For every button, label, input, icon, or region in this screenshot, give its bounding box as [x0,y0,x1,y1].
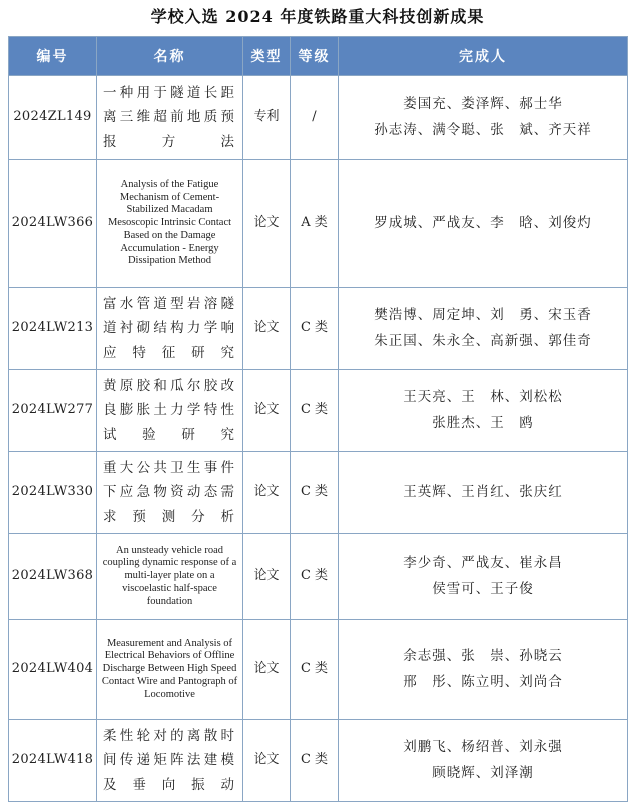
author-line: 罗成城、严战友、李 晗、刘俊灼 [374,214,592,231]
row-id: 2024LW404 [9,620,97,720]
author-line: 张胜杰、王 鸥 [432,414,534,431]
author-line: 邢 彤、陈立明、刘尚合 [403,673,563,690]
row-name: 重大公共卫生事件下应急物资动态需求预测分析 [97,452,243,534]
row-id: 2024LW368 [9,534,97,620]
row-name: 黄原胶和瓜尔胶改良膨胀土力学特性试验研究 [97,370,243,452]
row-level: C 类 [291,452,339,534]
header-authors: 完成人 [339,37,628,76]
table-row [9,160,628,288]
author-line: 孙志涛、满令聪、张 斌、齐天祥 [374,121,592,138]
row-id: 2024LW213 [9,288,97,370]
row-level: C 类 [291,720,339,802]
header-id: 编号 [9,37,97,76]
row-authors [339,452,628,534]
row-name: Analysis of the Fatigue Mechanism of Cement-Stabilized Macadam Mesoscopic Intrinsic Contact Based on the Damage Accumulation - Energy Dissipation Method [97,160,243,288]
row-name: 富水管道型岩溶隧道衬砌结构力学响应特征研究 [97,288,243,370]
author-line: 余志强、张 崇、孙晓云 [403,647,563,664]
row-id: 2024ZL149 [9,76,97,160]
row-authors [339,534,628,620]
row-type: 论文 [243,534,291,620]
row-authors [339,76,628,160]
row-authors [339,620,628,720]
table-row [9,620,628,720]
header-name: 名称 [97,37,243,76]
row-name: 柔性轮对的离散时间传递矩阵法建模及垂向振动 [97,720,243,802]
row-type: 论文 [243,720,291,802]
row-type: 专利 [243,76,291,160]
table-row [9,534,628,620]
row-level: C 类 [291,620,339,720]
table-row [9,288,628,370]
author-line: 樊浩博、周定坤、刘 勇、宋玉香 [374,306,592,323]
row-id: 2024LW418 [9,720,97,802]
header-type: 类型 [243,37,291,76]
row-authors [339,370,628,452]
table-row [9,76,628,160]
row-level: C 类 [291,370,339,452]
row-name: An unsteady vehicle road coupling dynamic response of a multi-layer plate on a viscoelastic half-space foundation [97,534,243,620]
row-level: A 类 [291,160,339,288]
row-level: C 类 [291,534,339,620]
results-table [8,36,628,802]
row-level: / [291,76,339,160]
author-line: 李少奇、严战友、崔永昌 [403,554,563,571]
row-type: 论文 [243,370,291,452]
row-authors [339,160,628,288]
table-header-row [9,37,628,76]
row-authors [339,720,628,802]
author-line: 侯雪可、王子俊 [432,580,534,597]
row-id: 2024LW330 [9,452,97,534]
author-line: 娄国充、娄泽辉、郝士华 [403,95,563,112]
header-level: 等级 [291,37,339,76]
row-type: 论文 [243,452,291,534]
row-id: 2024LW366 [9,160,97,288]
page-title: 学校入选 2024 年度铁路重大科技创新成果 [150,6,485,26]
row-name: 一种用于隧道长距离三维超前地质预报方法 [97,76,243,160]
row-level: C 类 [291,288,339,370]
table-row [9,720,628,802]
row-type: 论文 [243,620,291,720]
author-line: 顾晓辉、刘泽潮 [432,764,534,781]
row-authors [339,288,628,370]
row-type: 论文 [243,288,291,370]
author-line: 刘鹏飞、杨绍普、刘永强 [403,738,563,755]
author-line: 朱正国、朱永全、高新强、郭佳奇 [374,332,592,349]
row-type: 论文 [243,160,291,288]
author-line: 王天亮、王 林、刘松松 [403,388,563,405]
table-row [9,452,628,534]
author-line: 王英辉、王肖红、张庆红 [403,483,563,500]
table-row [9,370,628,452]
row-name: Measurement and Analysis of Electrical Behaviors of Offline Discharge Between High Speed Contact Wire and Pantograph of Locomotive [97,620,243,720]
row-id: 2024LW277 [9,370,97,452]
